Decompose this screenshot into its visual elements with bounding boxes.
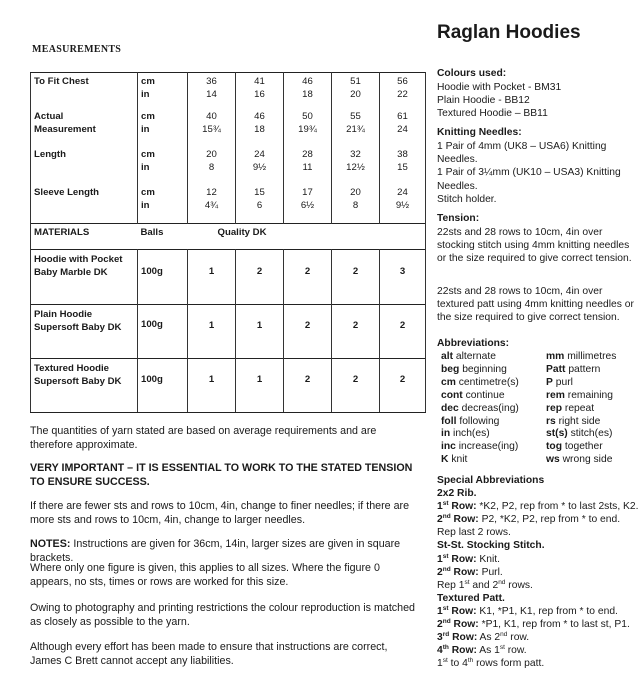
row-text: *P1, K1, rep from * to last st, P1. xyxy=(478,619,630,631)
value: 9½ xyxy=(395,199,410,211)
row-label xyxy=(437,501,477,512)
unit-cell xyxy=(138,187,188,224)
row-text: row. xyxy=(507,632,530,644)
value: 18 xyxy=(302,88,313,100)
balls-count: 2 xyxy=(236,250,284,305)
row-label: To Fit Chest xyxy=(31,73,138,112)
abbreviations-right xyxy=(546,351,616,467)
row-label xyxy=(437,554,477,565)
colours-heading: Colours used: xyxy=(437,68,507,79)
value: 15 xyxy=(254,187,265,198)
row-number: 1 xyxy=(437,553,443,565)
abbr-meaning: inch(es) xyxy=(453,428,490,440)
abbr: inc xyxy=(441,441,456,453)
abbr-item xyxy=(441,428,519,441)
abbr-meaning: right side xyxy=(558,415,601,427)
text: and 2 xyxy=(469,579,499,591)
colour-item: Textured Hoodie – BB11 xyxy=(437,108,548,120)
special-abbreviations xyxy=(437,474,639,670)
abbr-meaning: remaining xyxy=(567,389,613,401)
unit-in: in xyxy=(141,199,150,211)
row-number: 1 xyxy=(437,605,443,617)
needles-list xyxy=(437,140,627,206)
ordinal: th xyxy=(442,644,449,652)
value: 20 xyxy=(350,187,361,198)
row-text: P2, *K2, P2, rep from * to end. xyxy=(478,514,621,526)
abbr-item xyxy=(441,377,519,390)
unit-cell xyxy=(138,149,188,187)
page-title: Raglan Hoodies xyxy=(437,22,581,43)
row-word: Row: xyxy=(448,605,477,617)
unit-in: in xyxy=(141,123,150,135)
value: 6½ xyxy=(300,199,315,211)
row-label: Sleeve Length xyxy=(31,187,138,224)
colour-item: Plain Hoodie - BB12 xyxy=(437,95,530,107)
balls-count: 2 xyxy=(284,305,332,359)
label-line: Measurement xyxy=(34,123,96,135)
row-number: 2 xyxy=(437,566,443,578)
table-row xyxy=(31,305,426,359)
text: to 4 xyxy=(447,658,468,670)
abbr-item xyxy=(546,416,616,429)
abbr-meaning: stitch(es) xyxy=(570,428,613,440)
value: 40 xyxy=(206,111,217,122)
tension-text-2: 22sts and 28 rows to 10cm, 4in over textured patt using 4mm knitting needles or the size required to give correct tension. xyxy=(437,286,634,324)
table-row xyxy=(31,250,426,305)
label-line: Textured Hoodie xyxy=(34,363,109,374)
textured-heading: Textured Patt. xyxy=(437,592,505,604)
row-word: Row: xyxy=(448,553,477,565)
product-name xyxy=(31,359,138,413)
unit-in: in xyxy=(141,88,150,100)
row-label xyxy=(437,606,477,617)
value: 36 xyxy=(206,76,217,87)
value: 61 xyxy=(397,111,408,122)
abbr: tog xyxy=(546,441,563,453)
ordinal: nd xyxy=(442,513,451,521)
row-label xyxy=(437,632,477,643)
label-line: Supersoft Baby DK xyxy=(34,321,122,333)
unit-cell xyxy=(138,73,188,112)
value: 12 xyxy=(206,187,217,198)
abbr: cont xyxy=(441,389,463,401)
liability-note: Although every effort has been made to ensure that instructions are correct, James C Brett cannot accept any liabilities. xyxy=(30,641,388,668)
abbr-item xyxy=(546,351,616,364)
abbr: rs xyxy=(546,415,556,427)
unit-cm: cm xyxy=(141,111,155,122)
value: 16 xyxy=(254,88,265,100)
text: rows. xyxy=(505,579,533,591)
abbr-item xyxy=(441,351,519,364)
unit-cm: cm xyxy=(141,149,155,160)
abbr: ws xyxy=(546,454,560,466)
value: 9½ xyxy=(252,161,267,173)
value-cell xyxy=(236,73,284,112)
abbr-meaning: decreas(ing) xyxy=(461,402,519,414)
ordinal: rd xyxy=(442,631,450,639)
value-cell xyxy=(332,149,380,187)
value-cell xyxy=(188,111,236,149)
abbr-item xyxy=(441,364,519,377)
abbr-meaning: increase(ing) xyxy=(458,441,519,453)
needle-item: Stitch holder. xyxy=(437,193,497,205)
row-text: K1, *P1, K1, rep from * to end. xyxy=(476,605,618,617)
balls-count: 2 xyxy=(380,359,426,413)
value: 18 xyxy=(254,123,265,135)
tension-adjust-note: If there are fewer sts and rows to 10cm, 4in, change to finer needles; if there are more sts and rows to 10cm, 4in, change to larger needles. xyxy=(30,500,410,527)
value: 6 xyxy=(256,199,263,211)
needle-item: 1 Pair of 3¼mm (UK10 – USA3) Knitting Needles. xyxy=(437,167,621,192)
unit-cell xyxy=(138,111,188,149)
value-cell xyxy=(188,187,236,224)
abbr-item xyxy=(546,441,616,454)
colour-item: Hoodie with Pocket - BM31 xyxy=(437,82,562,93)
rib-row-1 xyxy=(437,500,639,513)
product-name xyxy=(31,305,138,359)
value: 55 xyxy=(350,111,361,122)
abbr-meaning: pattern xyxy=(568,363,601,375)
abbr: dec xyxy=(441,402,459,414)
balls-count: 1 xyxy=(188,359,236,413)
quality-label: Quality DK xyxy=(188,224,426,250)
balls-count: 2 xyxy=(332,305,380,359)
abbr-meaning: repeat xyxy=(564,402,595,414)
row-text: As 1 xyxy=(476,645,500,657)
value-cell xyxy=(236,111,284,149)
balls-count: 3 xyxy=(380,250,426,305)
abbr-item xyxy=(546,403,616,416)
value: 46 xyxy=(302,76,313,87)
label-line: Hoodie with Pocket xyxy=(34,254,123,265)
value: 24 xyxy=(254,149,265,160)
value-cell xyxy=(188,149,236,187)
materials-label: MATERIALS xyxy=(31,224,138,250)
ordinal: st xyxy=(442,657,448,665)
value-cell xyxy=(236,187,284,224)
abbr-item xyxy=(441,441,519,454)
value-cell xyxy=(332,73,380,112)
row-word: Row: xyxy=(450,619,479,631)
product-name xyxy=(31,250,138,305)
table-row xyxy=(31,73,426,112)
measurements-heading: MEASUREMENTS xyxy=(32,44,122,55)
abbr-meaning: continue xyxy=(465,389,505,401)
label-line: Supersoft Baby DK xyxy=(34,375,122,387)
abbr: in xyxy=(441,428,451,440)
value-cell xyxy=(284,73,332,112)
unit-cm: cm xyxy=(141,187,155,198)
value-cell xyxy=(188,73,236,112)
tx-row-1 xyxy=(437,605,639,618)
value: 41 xyxy=(254,76,265,87)
row-number: 2 xyxy=(437,619,443,631)
abbr: beg xyxy=(441,363,460,375)
one-figure-note: Where only one figure is given, this applies to all sizes. Where the figure 0 appears, no sts, times or rows are worked for this size. xyxy=(30,562,380,589)
row-number: 4 xyxy=(437,645,443,657)
value: 24 xyxy=(397,123,408,135)
table-row xyxy=(31,111,426,149)
value-cell xyxy=(380,111,426,149)
value: 20 xyxy=(350,88,361,100)
abbr-meaning: centimetre(s) xyxy=(458,376,519,388)
value: 12½ xyxy=(346,161,365,173)
balls-count: 2 xyxy=(284,359,332,413)
value-cell xyxy=(284,149,332,187)
stocking-stitch-heading: St-St. Stocking Stitch. xyxy=(437,540,545,552)
value: 17 xyxy=(302,187,313,198)
table-row xyxy=(31,359,426,413)
value: 28 xyxy=(302,149,313,160)
value: 11 xyxy=(302,161,313,173)
ss-row-1 xyxy=(437,553,639,566)
photography-note: Owing to photography and printing restrictions the colour reproduction is matched as closely as possible to the yarn. xyxy=(30,602,415,629)
abbr-item xyxy=(546,428,616,441)
label-line: Plain Hoodie xyxy=(34,309,93,320)
balls-count: 2 xyxy=(380,305,426,359)
label-line: Actual xyxy=(34,111,64,122)
row-text: row. xyxy=(504,645,527,657)
row-word: Row: xyxy=(449,632,478,644)
ordinal: st xyxy=(442,604,449,612)
row-text: Purl. xyxy=(478,566,503,578)
balls-count: 1 xyxy=(236,359,284,413)
materials-header-row xyxy=(31,224,426,250)
abbr-meaning: millimetres xyxy=(567,351,617,362)
product-weight: 100g xyxy=(138,250,188,305)
abbr: Patt xyxy=(546,363,566,375)
text: Rep 1 xyxy=(437,579,465,591)
value-cell xyxy=(332,111,380,149)
abbr-item xyxy=(441,390,519,403)
special-heading: Special Abbreviations xyxy=(437,475,545,486)
abbr: foll xyxy=(441,415,457,427)
ordinal: th xyxy=(467,657,474,665)
abbr: rep xyxy=(546,402,563,414)
abbr-item xyxy=(546,377,616,390)
unit-cm: cm xyxy=(141,76,155,87)
row-text: As 2 xyxy=(477,632,501,644)
row-word: Row: xyxy=(450,514,479,526)
row-label xyxy=(437,567,479,578)
abbr-item xyxy=(546,454,616,467)
value: 56 xyxy=(397,76,408,87)
balls-count: 1 xyxy=(188,250,236,305)
value-cell xyxy=(332,187,380,224)
very-important-note: VERY IMPORTANT – IT IS ESSENTIAL TO WORK TO THE STATED TENSION TO ENSURE SUCCESS. xyxy=(30,462,413,489)
tx-row-3 xyxy=(437,631,639,644)
balls-label: Balls xyxy=(138,224,188,250)
balls-count: 1 xyxy=(188,305,236,359)
abbr: rem xyxy=(546,389,565,401)
value: 4¾ xyxy=(204,199,219,211)
value-cell xyxy=(236,149,284,187)
row-label: Length xyxy=(31,149,138,187)
row-label xyxy=(437,645,477,656)
abbr-item xyxy=(441,416,519,429)
ordinal: nd xyxy=(498,578,506,586)
row-word: Row: xyxy=(450,566,479,578)
row-word: Row: xyxy=(448,501,477,513)
abbr-meaning: knit xyxy=(451,454,468,466)
tx-row-2 xyxy=(437,618,639,631)
tx-row-4 xyxy=(437,644,639,657)
abbr-item xyxy=(441,454,519,467)
value: 32 xyxy=(350,149,361,160)
needles-heading: Knitting Needles: xyxy=(437,127,522,138)
abbr: alt xyxy=(441,351,454,362)
tension-heading: Tension: xyxy=(437,213,480,224)
value-cell xyxy=(284,187,332,224)
abbr-item xyxy=(546,364,616,377)
rib-heading: 2x2 Rib. xyxy=(437,488,477,500)
value-cell xyxy=(380,149,426,187)
abbr-meaning: beginning xyxy=(462,363,507,375)
abbr: P xyxy=(546,376,553,388)
product-weight: 100g xyxy=(138,305,188,359)
needle-item: 1 Pair of 4mm (UK8 – USA6) Knitting Needles. xyxy=(437,141,607,166)
table-row xyxy=(31,149,426,187)
value: 21¾ xyxy=(346,123,365,135)
table-row xyxy=(31,187,426,224)
value-cell xyxy=(380,73,426,112)
row-text: Knit. xyxy=(476,553,501,565)
abbreviations-left xyxy=(441,351,519,467)
value: 46 xyxy=(254,111,265,122)
abbr-meaning: together xyxy=(564,441,603,453)
abbr-meaning: alternate xyxy=(455,351,496,362)
balls-count: 1 xyxy=(236,305,284,359)
text: 1 xyxy=(437,658,443,670)
rib-repeat: Rep last 2 rows. xyxy=(437,527,511,539)
balls-count: 2 xyxy=(284,250,332,305)
value: 24 xyxy=(397,187,408,198)
text: rows form patt. xyxy=(473,658,545,670)
balls-count: 2 xyxy=(332,250,380,305)
row-word: Row: xyxy=(448,645,477,657)
tx-form xyxy=(437,657,639,670)
row-number: 2 xyxy=(437,514,443,526)
label-line: Baby Marble DK xyxy=(34,266,108,278)
abbr-meaning: following xyxy=(459,415,500,427)
product-weight: 100g xyxy=(138,359,188,413)
row-label xyxy=(437,514,479,525)
abbr: st(s) xyxy=(546,428,568,440)
row-number: 1 xyxy=(437,501,443,513)
value: 19¾ xyxy=(298,123,317,135)
value: 22 xyxy=(397,88,408,100)
abbr-meaning: wrong side xyxy=(562,454,613,466)
abbr-item xyxy=(546,390,616,403)
row-text: *K2, P2, rep from * to last 2sts, K2. xyxy=(476,501,639,513)
balls-count: 2 xyxy=(332,359,380,413)
value: 38 xyxy=(397,149,408,160)
abbr: mm xyxy=(546,351,565,362)
value: 15¾ xyxy=(202,123,221,135)
abbr-meaning: purl xyxy=(555,376,573,388)
value: 14 xyxy=(206,88,217,100)
quantities-note: The quantities of yarn stated are based on average requirements and are therefore approximate. xyxy=(30,425,377,452)
measurements-table xyxy=(30,72,426,413)
tension-text-1: 22sts and 28 rows to 10cm, 4in over stocking stitch using 4mm knitting needles or the size required to give correct tension. xyxy=(437,227,632,265)
value: 50 xyxy=(302,111,313,122)
value-cell xyxy=(380,187,426,224)
notes-label: NOTES: xyxy=(30,538,71,550)
row-number: 3 xyxy=(437,632,443,644)
ordinal: nd xyxy=(442,618,451,626)
ordinal: st xyxy=(442,500,449,508)
value: 8 xyxy=(352,199,359,211)
abbreviations-heading: Abbreviations: xyxy=(437,338,510,349)
unit-in: in xyxy=(141,161,150,173)
ordinal: nd xyxy=(500,631,508,639)
notes-text: Instructions are given for 36cm, 14in, larger sizes are given in square brackets. xyxy=(30,538,401,565)
rib-row-2 xyxy=(437,513,639,526)
abbr-item xyxy=(441,403,519,416)
row-label xyxy=(437,619,479,630)
ordinal: st xyxy=(499,644,505,652)
colours-list xyxy=(437,81,637,121)
ordinal: nd xyxy=(442,565,451,573)
value: 51 xyxy=(350,76,361,87)
value-cell xyxy=(284,111,332,149)
ordinal: st xyxy=(464,578,470,586)
ss-row-2 xyxy=(437,566,639,579)
abbr: cm xyxy=(441,376,456,388)
ordinal: st xyxy=(442,552,449,560)
value: 15 xyxy=(397,161,408,173)
abbr: K xyxy=(441,454,449,466)
value: 20 xyxy=(206,149,217,160)
row-label xyxy=(31,111,138,149)
value: 8 xyxy=(208,161,215,173)
ss-repeat xyxy=(437,579,639,592)
